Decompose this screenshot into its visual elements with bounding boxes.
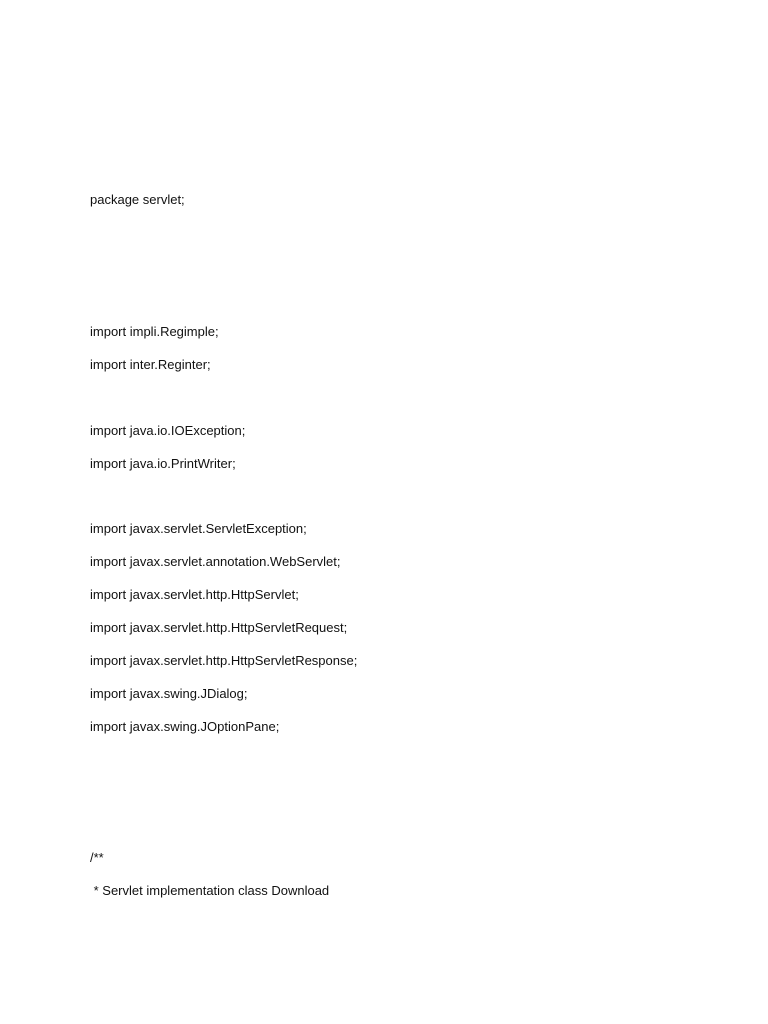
import-line: import javax.servlet.http.HttpServlet; [90, 587, 299, 602]
import-line: import javax.servlet.ServletException; [90, 521, 307, 536]
import-line: import java.io.PrintWriter; [90, 456, 236, 471]
import-line: import javax.servlet.http.HttpServletRequest; [90, 620, 348, 635]
import-line: import javax.swing.JOptionPane; [90, 719, 280, 734]
import-line: import inter.Reginter; [90, 357, 211, 372]
import-line: import java.io.IOException; [90, 423, 246, 438]
import-line: import javax.servlet.annotation.WebServlet; [90, 554, 341, 569]
import-line: import javax.swing.JDialog; [90, 686, 248, 701]
comment-open: /** [90, 850, 104, 865]
package-declaration: package servlet; [90, 192, 185, 207]
import-line: import javax.servlet.http.HttpServletResponse; [90, 653, 358, 668]
import-line: import impli.Regimple; [90, 324, 219, 339]
comment-line: * Servlet implementation class Download [90, 883, 330, 898]
